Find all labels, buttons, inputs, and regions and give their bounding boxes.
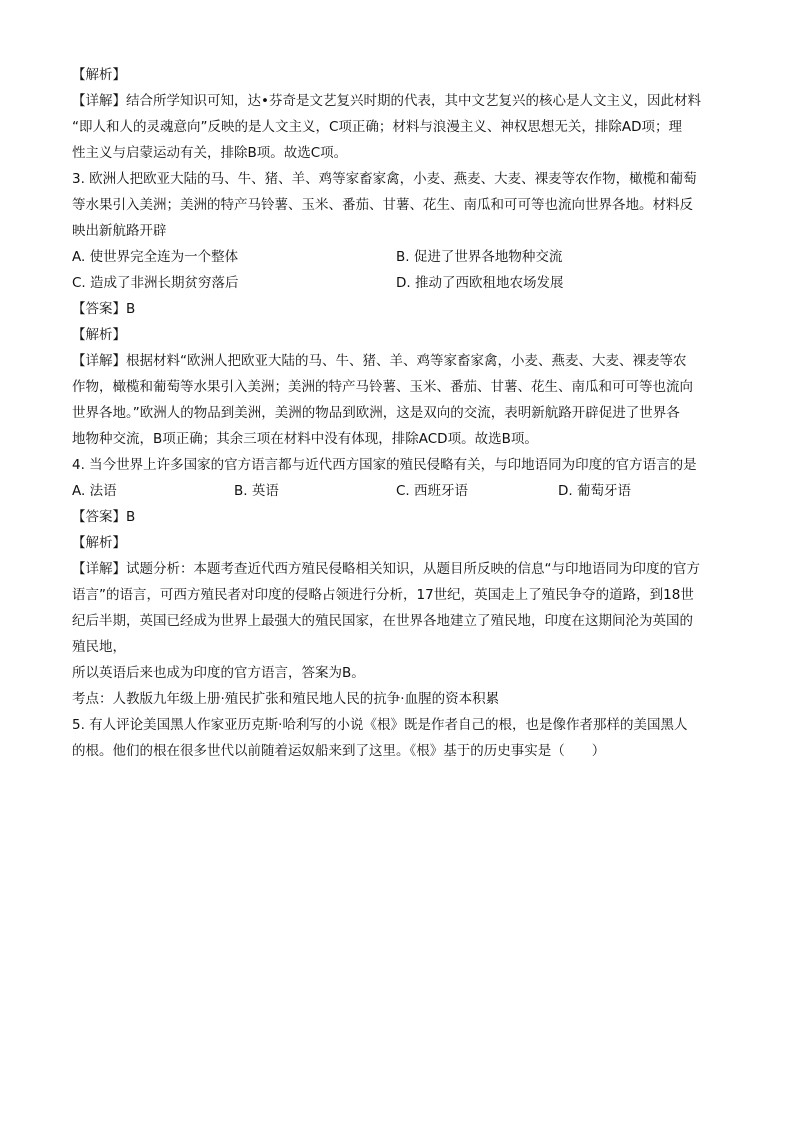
explanation-line: 语言”的语言，可西方殖民者对印度的侵略占领进行分析，17世纪，英国走上了殖民争夺的道路，到18世 [72, 587, 694, 603]
explanation-line: 【详解】结合所学知识可知，达•芬奇是文艺复兴时期的代表，其中文艺复兴的核心是人文主义，因此材料 [72, 93, 701, 109]
section-heading-analysis: 【解析】 [72, 67, 126, 83]
question-3-stem: 3. 欧洲人把欧亚大陆的马、牛、猪、羊、鸡等家畜家禽，小麦、燕麦、大麦、裸麦等农作物，橄榄和葡萄 [72, 171, 697, 187]
explanation-line: 所以英语后来也成为印度的官方语言，答案为B。 [72, 665, 365, 681]
explanation-line: “即人和人的灵魂意向”反映的是人文主义，C项正确；材料与浪漫主义、神权思想无关，排除AD项；理 [72, 119, 683, 135]
document-page [72, 62, 722, 764]
question-5-stem: 的根。他们的根在很多世代以前随着运奴船来到了这里。《根》基于的历史事实是（ ） [72, 743, 606, 759]
question-4-options-row [72, 478, 722, 504]
explanation-line: 世界各地。”欧洲人的物品到美洲，美洲的物品到欧洲，这是双向的交流，表明新航路开辟促进了世界各 [72, 405, 680, 421]
explanation-line: 【详解】试题分析：本题考查近代西方殖民侵略相关知识，从题目所反映的信息“与印地语同为印度的官方 [72, 561, 700, 577]
question-5-stem: 5. 有人评论美国黑人作家亚历克斯·哈利写的小说《根》既是作者自己的根，也是像作者那样的美国黑人 [72, 717, 688, 733]
explanation-line: 作物，橄榄和葡萄等水果引入美洲；美洲的特产马铃薯、玉米、番茄、甘薯、花生、南瓜和可可等也流向 [72, 379, 693, 395]
question-4-stem: 4. 当今世界上许多国家的官方语言都与近代西方国家的殖民侵略有关，与印地语同为印度的官方语言的是 [72, 457, 697, 473]
answer-label: 【答案】B [72, 301, 136, 317]
explanation-line: 【详解】根据材料“欧洲人把欧亚大陆的马、牛、猪、羊、鸡等家畜家禽，小麦、燕麦、大麦、裸麦等农 [72, 353, 687, 369]
section-heading-analysis: 【解析】 [72, 535, 126, 551]
option-b: B. 英语 [234, 483, 279, 499]
section-heading-analysis: 【解析】 [72, 327, 126, 343]
option-c: C. 西班牙语 [396, 483, 469, 499]
question-3-options-row-2 [72, 270, 722, 296]
question-3-options-row-1 [72, 244, 722, 270]
explanation-line: 地物种交流，B项正确；其余三项在材料中没有体现，排除ACD项。故选B项。 [72, 431, 538, 447]
explanation-line: 性主义与启蒙运动有关，排除B项。故选C项。 [72, 145, 348, 161]
answer-label: 【答案】B [72, 509, 136, 525]
explanation-line: 纪后半期，英国已经成为世界上最强大的殖民国家，在世界各地建立了殖民地，印度在这期间沦为英国的 [72, 613, 693, 629]
exam-point-line: 考点：人教版九年级上册·殖民扩张和殖民地人民的抗争·血腥的资本积累 [72, 691, 500, 707]
option-a: A. 使世界完全连为一个整体 [72, 249, 239, 265]
option-d: D. 推动了西欧租地农场发展 [396, 275, 564, 291]
question-3-stem: 映出新航路开辟 [72, 223, 167, 239]
option-a: A. 法语 [72, 483, 117, 499]
question-3-stem: 等水果引入美洲；美洲的特产马铃薯、玉米、番茄、甘薯、花生、南瓜和可可等也流向世界各地。材料反 [72, 197, 693, 213]
option-b: B. 促进了世界各地物种交流 [396, 249, 563, 265]
explanation-line: 殖民地， [72, 639, 126, 655]
option-c: C. 造成了非洲长期贫穷落后 [72, 275, 239, 291]
option-d: D. 葡萄牙语 [558, 483, 631, 499]
